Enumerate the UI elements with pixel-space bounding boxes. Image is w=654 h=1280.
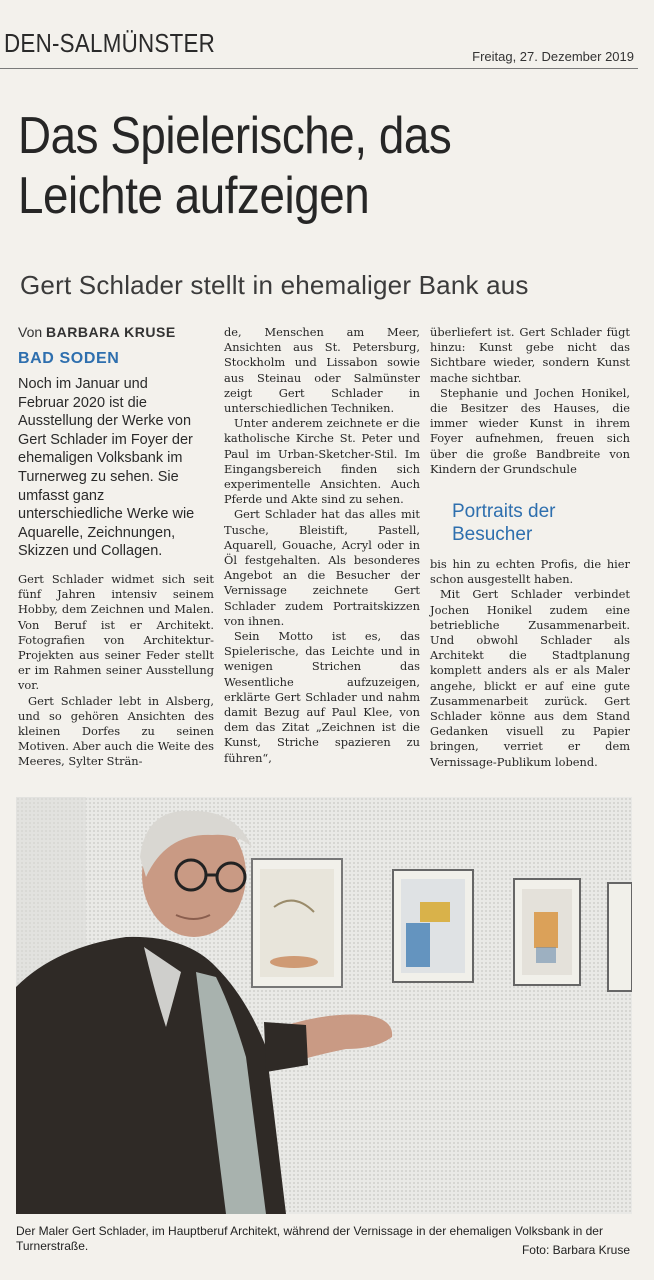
byline-prefix: Von bbox=[18, 324, 43, 340]
header-divider bbox=[0, 68, 638, 69]
framed-artwork bbox=[608, 883, 632, 991]
section-title: DEN-SALMÜNSTER bbox=[4, 28, 216, 58]
column-1 bbox=[18, 572, 214, 770]
paragraph: Stephanie und Jochen Honikel, die Besitzer des Hauses, die immer wieder Kunst in ihrem Foyer aufnehmen, freuen sich über die große Bandbreite von Kindern der Grundschule bbox=[430, 385, 630, 476]
headline-line-2: Leichte aufzeigen bbox=[18, 167, 370, 225]
paragraph: Mit Gert Schlader verbindet Jochen Honikel zudem eine betriebliche Zusammenarbeit. Und obwohl Schlader als Architekt die Stadtplanung komplett anders als er als Maler angehe, blickt er auf eine gute Zusammenarbeit zurück. Gert Schlader könne aus dem Stand Gedanken visuell zu Papier bringen, verriet er dem Vernissage-Publikum lobend. bbox=[430, 587, 630, 769]
paragraph: Gert Schlader widmet sich seit fünf Jahren intensiv seinem Hobby, dem Zeichnen und Malen. Von Beruf ist er Architekt. Fotografien von Architektur-Projekten aus seiner Feder stellt er im Rahmen seiner Ausstellung vor. bbox=[18, 572, 214, 693]
paragraph: Gert Schlader hat das alles mit Tusche, Bleistift, Pastell, Aquarell, Gouache, Acryl oder in Öl festgehalten. Als besonderes Angebot an die Besucher der Vernissage zeichnete Gert Schlader zudem Portraitskizzen von ihnen. bbox=[224, 507, 420, 628]
lede-paragraph: Noch im Januar und Februar 2020 ist die Ausstellung der Werke von Gert Schlader im Foyer der ehemaligen Volksbank im Turnerweg zu sehen. Sie umfasst ganz unterschiedliche Werke wie Aquarelle, Zeichnungen, Skizzen und Collagen. bbox=[18, 376, 195, 560]
paragraph: bis hin zu echten Profis, die hier schon ausgestellt haben. bbox=[430, 557, 630, 587]
column-3-top bbox=[430, 325, 630, 477]
intertitle bbox=[452, 500, 555, 546]
photo-caption: Der Maler Gert Schlader, im Hauptberuf Architekt, während der Vernissage in der ehemaligen Volksbank in der Turnerstraße. bbox=[16, 1224, 603, 1253]
framed-artwork bbox=[514, 879, 580, 985]
byline bbox=[18, 324, 176, 340]
photo-credit: Foto: Barbara Kruse bbox=[521, 1243, 630, 1257]
intertitle-line-2: Besucher bbox=[452, 524, 533, 545]
framed-artwork bbox=[393, 870, 473, 982]
headline-line-1: Das Spielerische, das bbox=[18, 107, 452, 165]
headline bbox=[18, 106, 564, 226]
article-photo bbox=[16, 797, 632, 1214]
paragraph: de, Menschen am Meer, Ansichten aus St. Petersburg, Stockholm und Lissabon sowie aus Steinau oder Salmünster zeigt Gert Schlader in unterschiedlichen Techniken. bbox=[224, 325, 420, 416]
issue-date: Freitag, 27. Dezember 2019 bbox=[472, 49, 634, 64]
subheadline: Gert Schlader stellt in ehemaliger Bank aus bbox=[20, 270, 529, 300]
framed-artwork bbox=[252, 859, 342, 987]
column-2 bbox=[224, 325, 420, 766]
byline-author: BARBARA KRUSE bbox=[46, 324, 176, 340]
photo-artist-at-vernissage bbox=[16, 797, 632, 1214]
dateline: BAD SODEN bbox=[18, 350, 120, 367]
paragraph: überliefert ist. Gert Schlader fügt hinzu: Kunst gebe nicht das Sichtbare wieder, sondern Kunst mache sichtbar. bbox=[430, 325, 630, 385]
intertitle-line-1: Portraits der bbox=[452, 501, 556, 522]
paragraph: Unter anderem zeichnete er die katholische Kirche St. Peter und Paul im Urban-Sketcher-Stil. Im Eingangsbereich finden sich experimentelle Ansichten. Auch Pferde und Akte sind zu sehen. bbox=[224, 416, 420, 507]
paragraph: Sein Motto ist es, das Spielerische, das Leichte und in wenigen Strichen das Wesentliche aufzuzeigen, erklärte Gert Schlader und nahm damit Bezug auf Paul Klee, von dem das Zitat „Zeichnen ist die Kunst, Striche spazieren zu führen“, bbox=[224, 629, 420, 765]
column-3-bottom bbox=[430, 557, 630, 770]
paragraph: Gert Schlader lebt in Alsberg, und so gehören Ansichten des kleinen Dorfes zu seinen Motiven. Aber auch die Weite des Meeres, Sylter Strän- bbox=[18, 693, 214, 769]
